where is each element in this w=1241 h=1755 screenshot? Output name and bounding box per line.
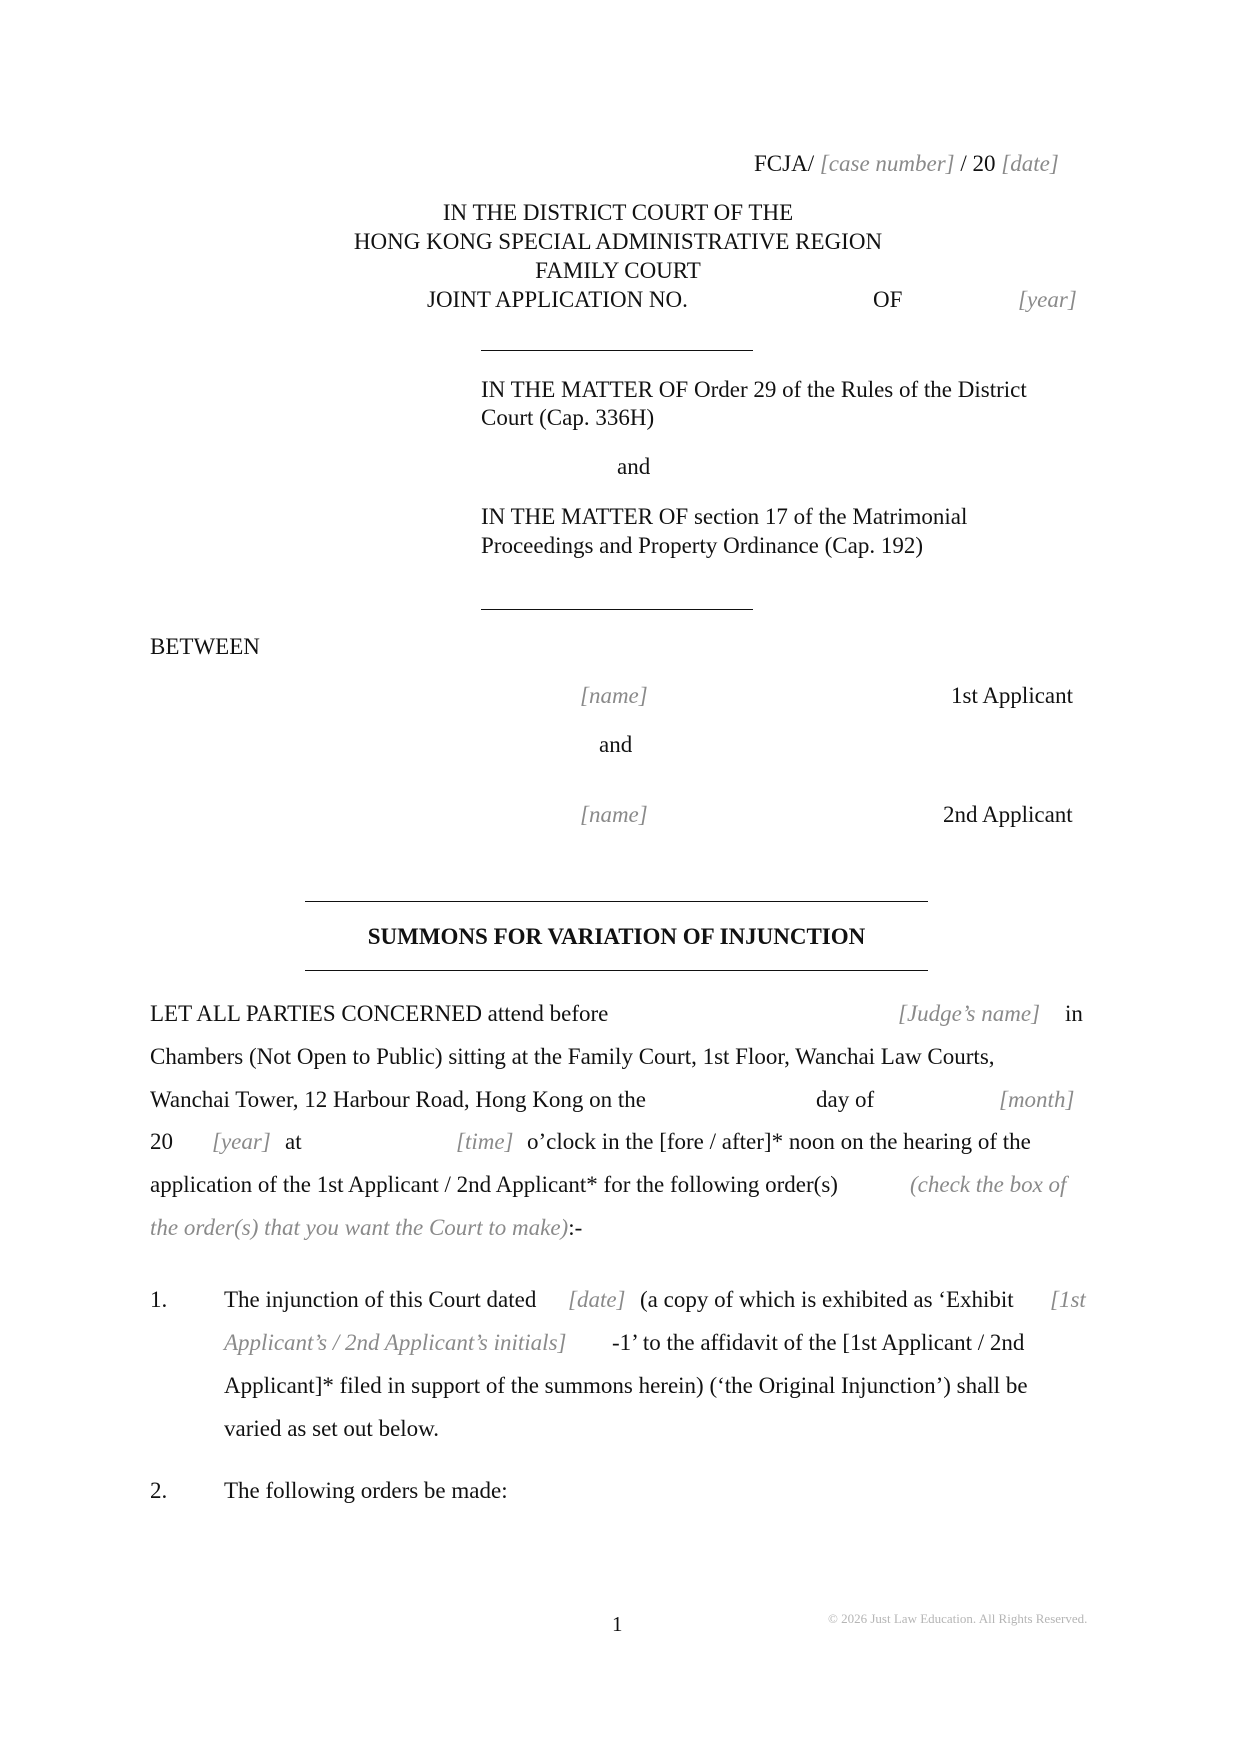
instruction-placeholder-1: (check the box of	[910, 1172, 1067, 1197]
page-number: 1	[612, 1612, 623, 1636]
body-line-4-year-prefix: 20	[150, 1129, 173, 1154]
document-title: SUMMONS FOR VARIATION OF INJUNCTION	[367, 924, 866, 949]
body-line-6	[150, 1216, 582, 1239]
joint-application-label: JOINT APPLICATION NO.	[427, 287, 688, 312]
body-line-6-suffix: :-	[568, 1215, 583, 1240]
case-reference	[754, 152, 1059, 175]
judge-name-placeholder: [Judge’s name]	[898, 1001, 1041, 1026]
matter-1-line-1: IN THE MATTER OF Order 29 of the Rules of the District	[481, 377, 1027, 402]
body-line-3a: Wanchai Tower, 12 Harbour Road, Hong Kong on the	[150, 1087, 646, 1112]
ref-date-placeholder: [date]	[1001, 151, 1059, 176]
ref-separator: / 20	[960, 151, 996, 176]
body-line-1b: in	[1065, 1001, 1083, 1026]
item-2-text: The following orders be made:	[224, 1478, 508, 1503]
party-1-name-placeholder: [name]	[580, 683, 648, 708]
party-2-name-placeholder: [name]	[580, 802, 648, 827]
divider-top	[481, 350, 753, 351]
item-2-number: 2.	[150, 1478, 168, 1503]
item-1-line-1b: (a copy of which is exhibited as ‘Exhibit	[640, 1287, 1014, 1312]
parties-and: and	[599, 732, 633, 757]
court-line-2: HONG KONG SPECIAL ADMINISTRATIVE REGION	[353, 229, 883, 254]
item-1-line-1a: The injunction of this Court dated	[224, 1287, 537, 1312]
item-1-number: 1.	[150, 1287, 168, 1312]
at-label: at	[285, 1129, 302, 1154]
matter-2-line-2: Proceedings and Property Ordinance (Cap. 192)	[481, 533, 923, 558]
party-2-role: 2nd Applicant	[943, 802, 1073, 827]
item-1-line-2: -1’ to the affidavit of the [1st Applicant / 2nd	[612, 1330, 1025, 1355]
body-line-4b: o’clock in the [fore / after]* noon on the hearing of the	[527, 1129, 1031, 1154]
day-of-label: day of	[816, 1087, 875, 1112]
initials-placeholder-2: Applicant’s / 2nd Applicant’s initials]	[224, 1330, 567, 1355]
ref-prefix: FCJA/	[754, 151, 815, 176]
item-1-line-3: Applicant]* filed in support of the summons herein) (‘the Original Injunction’) shall be	[224, 1373, 1028, 1398]
application-year-placeholder: [year]	[1018, 287, 1077, 312]
of-label: OF	[873, 287, 903, 312]
initials-placeholder-1: [1st	[1050, 1287, 1086, 1312]
matter-1-line-2: Court (Cap. 336H)	[481, 405, 655, 430]
court-line-3: FAMILY COURT	[535, 258, 701, 283]
copyright-notice: © 2026 Just Law Education. All Rights Reserved.	[828, 1611, 1088, 1626]
matter-2-line-1: IN THE MATTER OF section 17 of the Matrimonial	[481, 504, 968, 529]
month-placeholder: [month]	[999, 1087, 1075, 1112]
instruction-placeholder-2: the order(s) that you want the Court to make)	[150, 1215, 569, 1240]
case-number-placeholder: [case number]	[819, 151, 955, 176]
body-line-1a: LET ALL PARTIES CONCERNED attend before	[150, 1001, 609, 1026]
divider-middle	[481, 609, 753, 610]
matter-and: and	[617, 454, 651, 479]
time-placeholder: [time]	[456, 1129, 514, 1154]
party-1-role: 1st Applicant	[951, 683, 1074, 708]
injunction-date-placeholder: [date]	[568, 1287, 626, 1312]
item-1-line-4: varied as set out below.	[224, 1416, 440, 1441]
title-rule-bottom	[305, 970, 928, 971]
between-label: BETWEEN	[150, 634, 260, 659]
title-rule-top	[305, 901, 928, 902]
body-line-2: Chambers (Not Open to Public) sitting at the Family Court, 1st Floor, Wanchai Law Courts,	[150, 1044, 995, 1069]
court-line-1: IN THE DISTRICT COURT OF THE	[442, 200, 794, 225]
hearing-year-placeholder: [year]	[212, 1129, 271, 1154]
body-line-5a: application of the 1st Applicant / 2nd Applicant* for the following order(s)	[150, 1172, 838, 1197]
